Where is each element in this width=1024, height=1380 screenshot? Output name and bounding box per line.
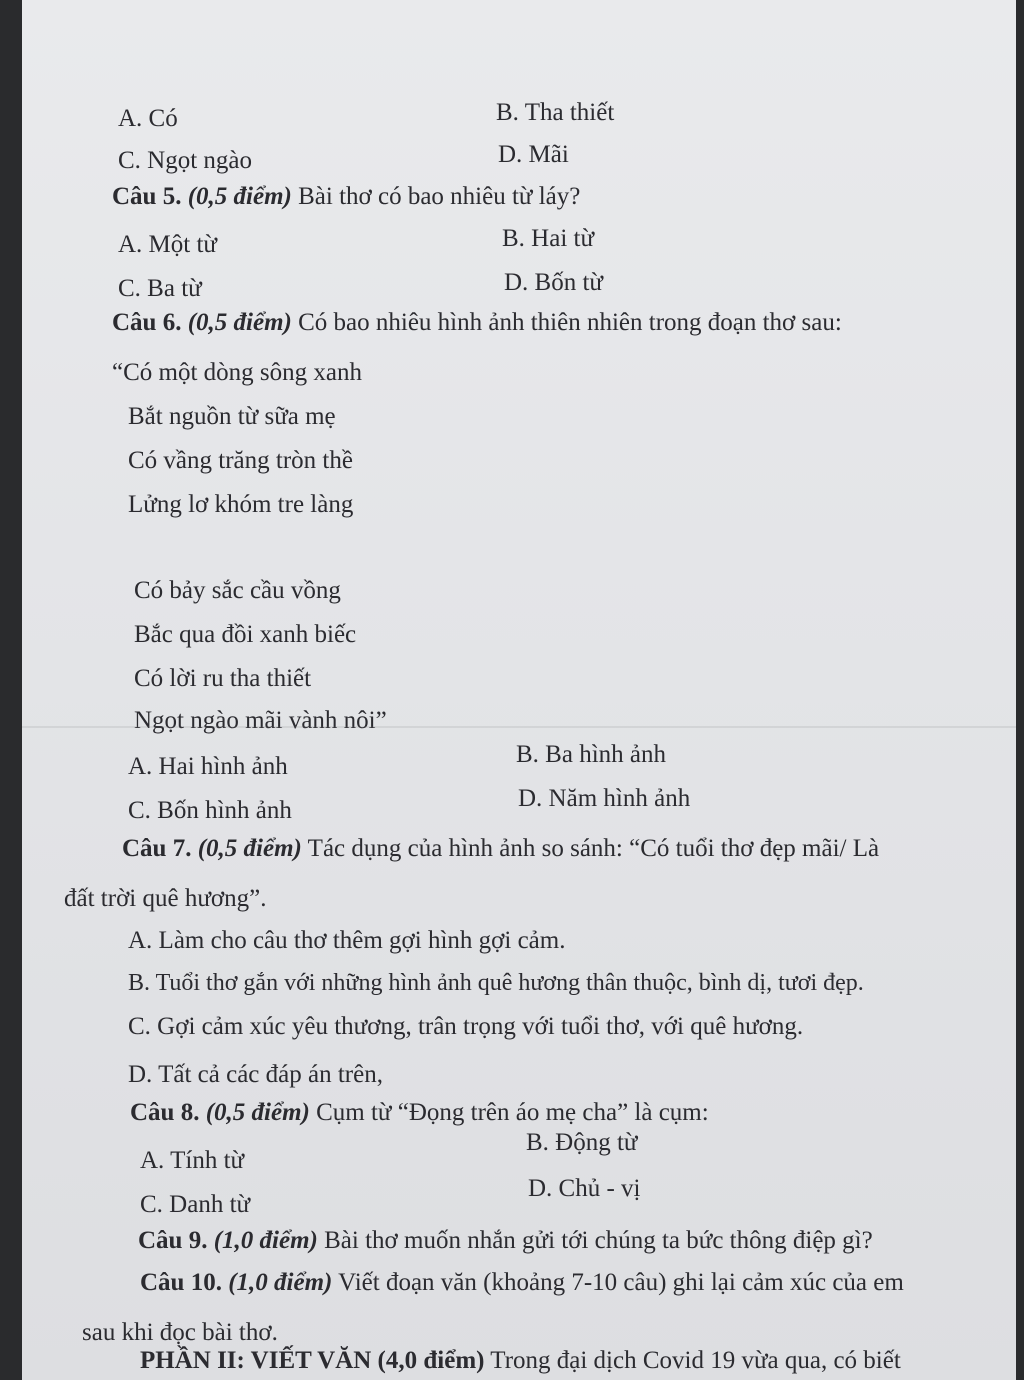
q8-option-b: B. Động từ [526, 1129, 638, 1156]
q5-option-c: C. Ba từ [118, 275, 202, 302]
question-6-text: Có bao nhiêu hình ảnh thiên nhiên trong đoạn thơ sau: [298, 309, 842, 336]
question-10-label: Câu 10. [140, 1269, 222, 1296]
q8-option-a: A. Tính từ [140, 1147, 245, 1174]
q6-option-d: D. Năm hình ảnh [518, 785, 691, 812]
question-5-text: Bài thơ có bao nhiêu từ láy? [298, 183, 581, 210]
poem-line-3: Có vầng trăng tròn thề [128, 447, 353, 474]
question-7-text-line-1: Tác dụng của hình ảnh so sánh: “Có tuổi thơ đẹp mãi/ Là [307, 835, 880, 862]
q8-option-d: D. Chủ - vị [528, 1175, 641, 1202]
question-9 [138, 1226, 873, 1256]
poem-line-4: Lửng lơ khóm tre làng [128, 491, 354, 518]
question-6 [112, 308, 842, 338]
q7-option-b: B. Tuổi thơ gắn với những hình ảnh quê hương thân thuộc, bình dị, tươi đẹp. [128, 970, 864, 996]
q6-option-a: A. Hai hình ảnh [128, 753, 288, 780]
question-7-text-line-2: đất trời quê hương”. [64, 885, 267, 912]
poem-line-1: “Có một dòng sông xanh [112, 359, 362, 386]
question-5-score: (0,5 điểm) [187, 183, 292, 210]
q6-option-b: B. Ba hình ảnh [516, 741, 666, 768]
poem-line-6: Bắc qua đồi xanh biếc [134, 621, 357, 648]
q5-option-b: B. Hai từ [502, 225, 595, 252]
q4-option-d: D. Mãi [498, 141, 569, 168]
q4-option-b: B. Tha thiết [496, 99, 615, 126]
q6-option-c: C. Bốn hình ảnh [128, 797, 292, 824]
q7-option-d: D. Tất cả các đáp án trên, [128, 1061, 383, 1088]
question-10 [140, 1268, 904, 1298]
question-8-label: Câu 8. [130, 1099, 200, 1126]
q5-option-a: A. Một từ [118, 231, 217, 258]
exam-paper [22, 0, 1016, 1380]
question-6-label: Câu 6. [112, 309, 182, 336]
question-8 [130, 1098, 709, 1128]
question-7 [122, 834, 879, 864]
part-2-heading: PHẦN II: VIẾT VĂN (4,0 điểm) [140, 1347, 485, 1374]
q7-option-a: A. Làm cho câu thơ thêm gợi hình gợi cảm. [128, 927, 566, 954]
q5-option-d: D. Bốn từ [504, 269, 603, 296]
question-5 [112, 182, 580, 212]
q4-option-c: C. Ngọt ngào [118, 147, 253, 174]
question-8-text: Cụm từ “Đọng trên áo mẹ cha” là cụm: [316, 1099, 709, 1126]
question-7-label: Câu 7. [122, 835, 192, 862]
question-5-label: Câu 5. [112, 183, 182, 210]
question-7-score: (0,5 điểm) [197, 835, 302, 862]
question-9-text: Bài thơ muốn nhắn gửi tới chúng ta bức thông điệp gì? [324, 1227, 873, 1254]
part-2-text: Trong đại dịch Covid 19 vừa qua, có biết [490, 1347, 901, 1374]
question-9-score: (1,0 điểm) [213, 1227, 318, 1254]
q8-option-c: C. Danh từ [140, 1191, 251, 1218]
question-8-score: (0,5 điểm) [205, 1099, 310, 1126]
question-10-score: (1,0 điểm) [228, 1269, 333, 1296]
question-6-score: (0,5 điểm) [187, 309, 292, 336]
question-9-label: Câu 9. [138, 1227, 208, 1254]
poem-line-7: Có lời ru tha thiết [134, 665, 312, 692]
q4-option-a: A. Có [118, 105, 178, 132]
q7-option-c: C. Gợi cảm xúc yêu thương, trân trọng với tuổi thơ, với quê hương. [128, 1013, 804, 1040]
question-10-text-line-2: sau khi đọc bài thơ. [82, 1319, 278, 1346]
poem-line-2: Bắt nguồn từ sữa mẹ [128, 403, 336, 430]
paper-fold [22, 726, 1016, 728]
part-2 [140, 1346, 901, 1376]
poem-line-8: Ngọt ngào mãi vành nôi” [134, 707, 387, 734]
question-10-text-line-1: Viết đoạn văn (khoảng 7-10 câu) ghi lại cảm xúc của em [338, 1269, 904, 1296]
poem-line-5: Có bảy sắc cầu vồng [134, 577, 341, 604]
